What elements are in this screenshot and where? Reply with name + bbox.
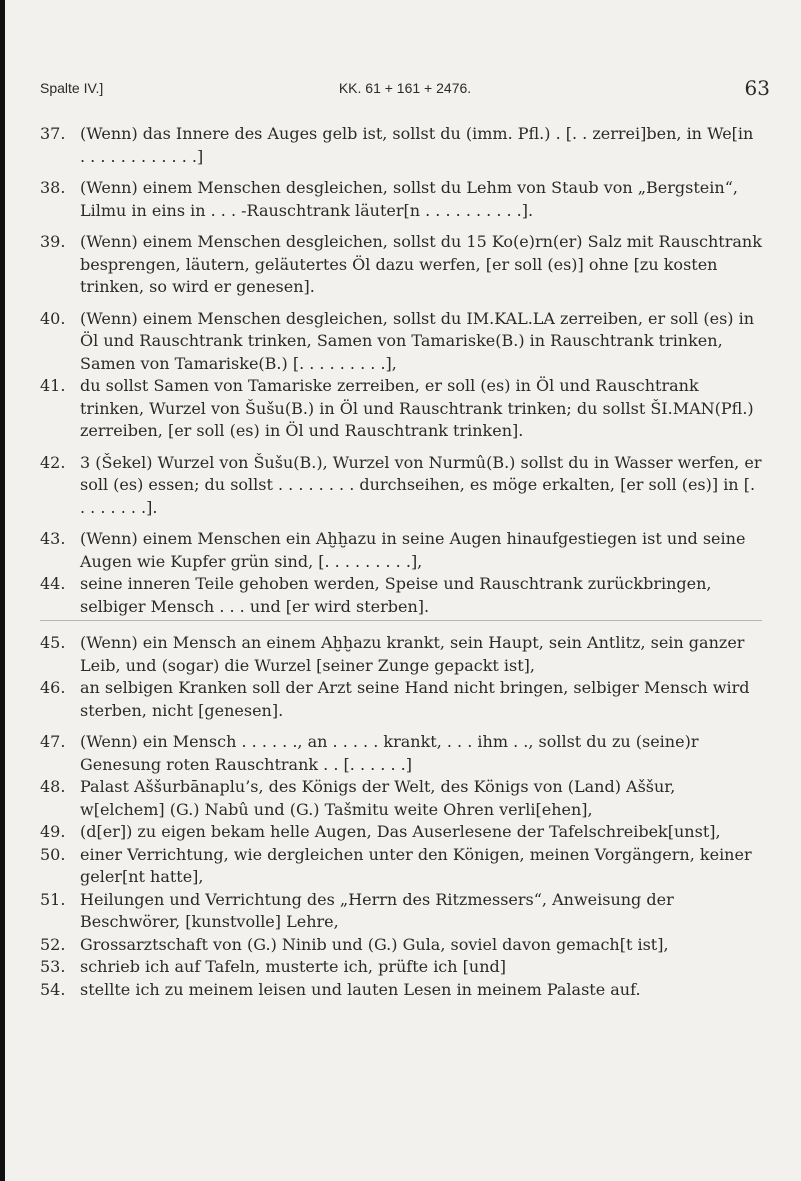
entry-text: schrieb ich auf Tafeln, musterte ich, prüfte ich [und]	[80, 957, 506, 976]
entry-number: 51.	[40, 889, 66, 909]
entry-number: 38.	[40, 178, 66, 197]
entry-number: 43.	[40, 529, 66, 548]
entry-text: (d[er]) zu eigen bekam helle Augen, Das Auserlesene der Tafelschreibek[unst],	[80, 822, 721, 841]
entry-number: 48.	[40, 777, 66, 796]
entry-number: 45.	[40, 633, 66, 652]
entry-text: (Wenn) ein Mensch an einem Aḫḫazu krankt, sein Haupt, sein Antlitz, sein ganzer Leib, und (sogar) die Wurzel [seiner Zunge gepackt ist],	[80, 633, 745, 675]
entry-text: (Wenn) das Innere des Auges gelb ist, sollst du (imm. Pfl.) . [. . zerrei]ben, in We[in . . . . . . . . . . . .]	[80, 124, 754, 166]
entry-number: 37.	[40, 124, 66, 143]
scan-edge	[0, 0, 5, 1181]
column-label: Spalte IV.]	[40, 80, 104, 96]
entry-number: 52.	[40, 934, 66, 954]
entry-text: stellte ich zu meinem leisen und lauten Lesen in meinem Palaste auf.	[80, 979, 641, 999]
entry-42	[40, 452, 762, 520]
page-content	[40, 123, 762, 1001]
entry-41	[40, 375, 762, 443]
entry-number: 42.	[40, 452, 66, 472]
entry-text: an selbigen Kranken soll der Arzt seine Hand nicht bringen, selbiger Mensch wird sterben, nicht [genesen].	[80, 678, 750, 720]
entry-text: (Wenn) einem Menschen desgleichen, sollst du 15 Ko(e)rn(er) Salz mit Rauschtrank besprengen, läutern, geläutertes Öl dazu werfen, [er soll (es)] ohne [zu kosten trinken, so wird er genesen].	[80, 232, 762, 296]
entry-number: 44.	[40, 574, 66, 593]
entry-number: 41.	[40, 376, 66, 395]
entry-number: 53.	[40, 957, 66, 976]
entry-text: (Wenn) ein Mensch . . . . . ., an . . . . . krankt, . . . ihm . ., sollst du zu (seine)r Genesung roten Rauschtrank . . [. . . . . .]	[80, 732, 699, 774]
page-header	[40, 76, 770, 108]
entry-number: 47.	[40, 732, 66, 751]
entry-number: 40.	[40, 308, 66, 328]
entry-text: Palast Aššurbānaplu’s, des Königs der Welt, des Königs von (Land) Aššur, w[elchem] (G.) Nabû und (G.) Tašmitu weite Ohren verli[ehen],	[80, 777, 676, 819]
entry-44	[40, 573, 762, 618]
section-divider	[40, 620, 762, 621]
entry-number: 46.	[40, 678, 66, 697]
entry-text: (Wenn) einem Menschen desgleichen, sollst du IM.KAL.LA zerreiben, er soll (es) in Öl und Rauschtrank trinken, Samen von Tamariske(B.) in Rauschtrank trinken, Samen von Tamariske(B.) [. . . . . . . . .],	[80, 308, 755, 373]
entry-53	[40, 956, 762, 979]
entry-39	[40, 231, 762, 299]
entry-38	[40, 177, 762, 222]
entry-text: (Wenn) einem Menschen desgleichen, sollst du Lehm von Staub von „Bergstein“, Lilmu in eins in . . . -Rauschtrank läuter[n . . . . . . . . . .].	[80, 178, 738, 220]
entry-text: 3 (Šekel) Wurzel von Šušu(B.), Wurzel von Nurmû(B.) sollst du in Wasser werfen, er soll (es) essen; du sollst . . . . . . . . durchseihen, es möge erkalten, [er soll (es)] in [. . . . . . . .].	[80, 452, 762, 517]
entry-54	[40, 979, 762, 1002]
entry-text: (Wenn) einem Menschen ein Aḫḫazu in seine Augen hinaufgestiegen ist und seine Augen wie Kupfer grün sind, [. . . . . . . . .],	[80, 529, 746, 571]
page-number: 63	[744, 76, 770, 100]
entry-46	[40, 677, 762, 722]
entry-40	[40, 308, 762, 376]
entry-number: 39.	[40, 232, 66, 251]
entry-43	[40, 528, 762, 573]
entry-49	[40, 821, 762, 844]
entry-text: Grossarztschaft von (G.) Ninib und (G.) Gula, soviel davon gemach[t ist],	[80, 934, 669, 954]
entry-number: 54.	[40, 979, 66, 999]
entry-50	[40, 844, 762, 889]
entry-number: 49.	[40, 822, 66, 841]
entry-47	[40, 731, 762, 776]
entry-52	[40, 934, 762, 957]
entry-text: einer Verrichtung, wie dergleichen unter den Königen, meinen Vorgängern, keiner geler[nt hatte],	[80, 844, 752, 886]
entry-51	[40, 889, 762, 934]
entry-48	[40, 776, 762, 821]
entry-45	[40, 632, 762, 677]
entry-text: Heilungen und Verrichtung des „Herrn des Ritzmessers“, Anweisung der Beschwörer, [kunstvolle] Lehre,	[80, 889, 674, 931]
entry-text: seine inneren Teile gehoben werden, Speise und Rauschtrank zurückbringen, selbiger Mensch . . . und [er wird sterben].	[80, 574, 712, 616]
entry-text: du sollst Samen von Tamariske zerreiben, er soll (es) in Öl und Rauschtrank trinken, Wurzel von Šušu(B.) in Öl und Rauschtrank trinken; du sollst ŠI.MAN(Pfl.) zerreiben, [er soll (es) in Öl und Rauschtrank trinken].	[80, 376, 754, 440]
tablet-reference: KK. 61 + 161 + 2476.	[338, 80, 472, 96]
entry-number: 50.	[40, 844, 66, 864]
entry-37	[40, 123, 762, 168]
